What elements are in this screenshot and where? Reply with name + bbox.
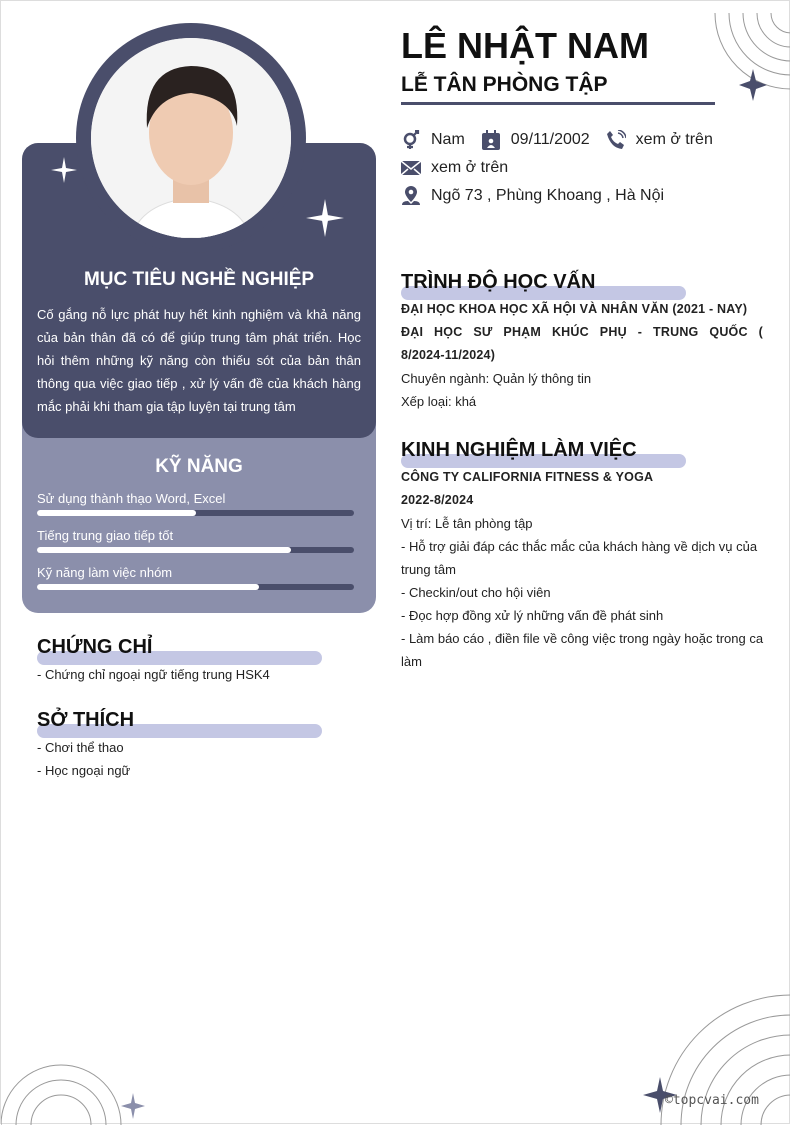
dob-value: 09/11/2002 (510, 131, 590, 148)
sparkle-icon (739, 69, 767, 101)
skill-item (37, 565, 354, 590)
gender-icon (401, 130, 421, 150)
contact-row (401, 130, 713, 150)
skill-bar (37, 547, 354, 553)
skill-bar-fill (37, 584, 259, 590)
skill-bar-fill (37, 547, 291, 553)
certificates-section (37, 636, 337, 686)
hobby-item: - Chơi thể thao (37, 740, 124, 755)
divider (401, 102, 715, 105)
experience-title: KINH NGHIỆM LÀM VIỆC (401, 439, 637, 461)
skill-bar (37, 510, 354, 516)
watermark: ©topcvai.com (665, 1093, 759, 1108)
education-rank: Xếp loại: khá (401, 394, 477, 409)
location-icon (401, 186, 421, 206)
phone-icon (606, 130, 626, 150)
calendar-icon (481, 130, 501, 150)
education-school: ĐẠI HỌC SƯ PHẠM KHÚC PHỤ - TRUNG QUỐC ( 8/2024-11/2024) (401, 325, 763, 362)
sparkle-icon (51, 157, 77, 183)
arcs-decoration-bottom-left (1, 1061, 151, 1125)
job-title: LỄ TÂN PHÒNG TẬP (401, 73, 608, 96)
education-title: TRÌNH ĐỘ HỌC VẤN (401, 271, 596, 293)
experience-line: - Làm báo cáo , điền file về công việc trong ngày hoặc trong ca làm (401, 631, 764, 669)
candidate-name: LÊ NHẬT NAM (401, 25, 649, 66)
objective-title: MỤC TIÊU NGHỀ NGHIỆP (83, 269, 315, 290)
experience-line: - Checkin/out cho hội viên (401, 585, 551, 600)
objective-text: Cố gắng nỗ lực phát huy hết kinh nghiệm và khả năng của bản thân đã có để giúp trung tâm phát triển. Học hỏi thêm những kỹ năng còn thiếu sót của bản thân thông qua việc giao tiếp , xử lý vấn đề của khách hàng mắc phải khi tham gia tập luyện tại trung tâm (37, 307, 361, 414)
skill-label: Sử dụng thành thạo Word, Excel (37, 491, 226, 506)
experience-period: 2022-8/2024 (401, 493, 474, 507)
phone-value: xem ở trên (635, 131, 713, 148)
education-school: ĐẠI HỌC KHOA HỌC XÃ HỘI VÀ NHÂN VĂN (2021 - NAY) (401, 302, 748, 316)
experience-section (401, 439, 766, 673)
email-value: xem ở trên (431, 159, 509, 176)
experience-company: CÔNG TY CALIFORNIA FITNESS & YOGA (401, 470, 654, 484)
skill-label: Tiếng trung giao tiếp tốt (37, 528, 174, 543)
skill-item (37, 528, 354, 553)
gender-value: Nam (431, 131, 465, 148)
skill-label: Kỹ năng làm việc nhóm (37, 565, 173, 580)
address-value: Ngõ 73 , Phùng Khoang , Hà Nội (431, 187, 665, 204)
contact-row (401, 186, 664, 206)
certificates-title: CHỨNG CHỈ (37, 636, 153, 658)
experience-line: - Hỗ trợ giải đáp các thắc mắc của khách hàng về dịch vụ của trung tâm (401, 539, 758, 577)
hobby-item: - Học ngoại ngữ (37, 763, 131, 778)
education-major: Chuyên ngành: Quản lý thông tin (401, 371, 592, 386)
contact-row (401, 158, 508, 178)
skills-title: KỸ NĂNG (155, 456, 243, 477)
profile-photo (91, 38, 291, 238)
skill-item (37, 491, 354, 516)
email-icon (401, 158, 421, 178)
hobbies-section (37, 709, 337, 782)
arcs-decoration-top (699, 1, 790, 111)
skill-bar-fill (37, 510, 196, 516)
experience-line: - Đọc hợp đồng xử lý những vấn đề phát sinh (401, 608, 664, 623)
certificate-item: - Chứng chỉ ngoại ngữ tiếng trung HSK4 (37, 667, 270, 682)
education-section (401, 271, 763, 413)
sparkle-icon (306, 199, 344, 237)
hobbies-title: SỞ THÍCH (37, 709, 135, 731)
experience-line: Vị trí: Lễ tân phòng tập (401, 516, 533, 531)
skill-bar (37, 584, 354, 590)
